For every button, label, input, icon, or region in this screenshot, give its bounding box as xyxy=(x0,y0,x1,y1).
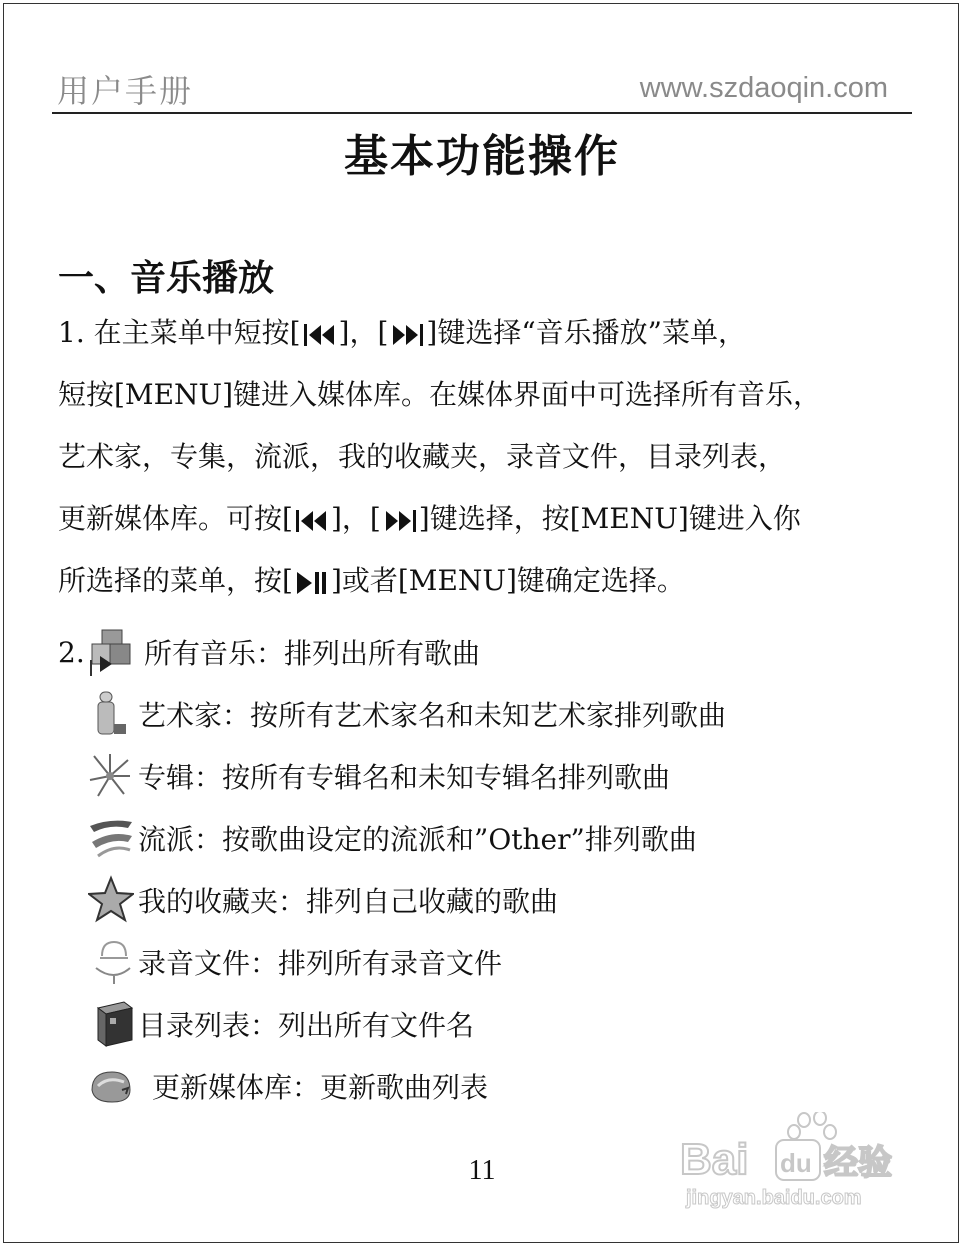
next-key-icon xyxy=(382,507,418,535)
all-music-icon xyxy=(88,626,134,678)
list-item xyxy=(88,870,558,930)
header-rule xyxy=(52,112,912,114)
svg-text:经验: 经验 xyxy=(824,1143,892,1183)
genre-icon xyxy=(88,812,134,864)
list-item-text: 所有音乐：排列出所有歌曲 xyxy=(144,637,481,670)
previous-key-icon xyxy=(294,507,330,535)
list-item-text: 目录列表：列出所有文件名 xyxy=(138,1009,475,1042)
text-segment: ]，[ xyxy=(338,316,389,349)
list-item-text: 艺术家：按所有艺术家名和未知艺术家排列歌曲 xyxy=(138,699,727,732)
svg-text:du: du xyxy=(780,1148,812,1178)
header-manual-label: 用户手册 xyxy=(57,72,194,110)
next-key-icon xyxy=(389,321,425,349)
list-item xyxy=(88,932,502,992)
list-item-text: 流派：按歌曲设定的流派和”Other”排列歌曲 xyxy=(138,823,697,856)
text-segment: 1. 在主菜单中短按[ xyxy=(58,316,301,349)
text-segment: ]或者[MENU]键确定选择。 xyxy=(330,564,685,597)
text-segment: ]，[ xyxy=(330,502,381,535)
paragraph-line-4 xyxy=(58,488,908,550)
paragraph-line-3: 艺术家，专集，流派，我的收藏夹，录音文件，目录列表， xyxy=(58,440,787,473)
list-item-text: 录音文件：排列所有录音文件 xyxy=(138,947,503,980)
list-item xyxy=(88,746,670,806)
list-number: 2. xyxy=(58,635,85,669)
text-segment: 所选择的菜单，按[ xyxy=(58,564,293,597)
recording-icon xyxy=(88,936,134,988)
section-heading: 一、音乐播放 xyxy=(58,258,275,299)
paragraph-line-5 xyxy=(58,550,908,612)
paragraph-line-2: 短按[MENU]键进入媒体库。在媒体界面中可选择所有音乐， xyxy=(58,378,822,411)
star-icon xyxy=(88,874,134,926)
list-item xyxy=(88,994,474,1054)
page-title: 基本功能操作 xyxy=(344,131,620,182)
folder-icon xyxy=(88,998,134,1050)
update-icon xyxy=(88,1060,134,1112)
baidu-jingyan-watermark xyxy=(678,1112,908,1212)
page-number: 11 xyxy=(468,1155,496,1186)
text-segment: ]键选择“音乐播放”菜单， xyxy=(426,316,746,349)
list-item xyxy=(88,1056,488,1116)
list-item-text: 我的收藏夹：排列自己收藏的歌曲 xyxy=(138,885,559,918)
list-item xyxy=(88,684,726,744)
svg-text:Bai: Bai xyxy=(680,1135,749,1184)
svg-text:jingyan.baidu.com: jingyan.baidu.com xyxy=(686,1187,862,1209)
list-item-text: 专辑：按所有专辑名和未知专辑名排列歌曲 xyxy=(138,761,671,794)
album-icon xyxy=(88,750,134,802)
play-pause-key-icon xyxy=(294,569,330,597)
list-item-text: 更新媒体库：更新歌曲列表 xyxy=(152,1071,489,1104)
list-item xyxy=(58,622,480,682)
paragraph-line-1 xyxy=(58,302,908,364)
previous-key-icon xyxy=(302,321,338,349)
list-item xyxy=(88,808,697,868)
artist-icon xyxy=(88,688,134,740)
text-segment: 更新媒体库。可按[ xyxy=(58,502,293,535)
text-segment: ]键选择，按[MENU]键进入你 xyxy=(418,502,801,535)
header-website-url: www.szdaoqin.com xyxy=(639,72,888,104)
